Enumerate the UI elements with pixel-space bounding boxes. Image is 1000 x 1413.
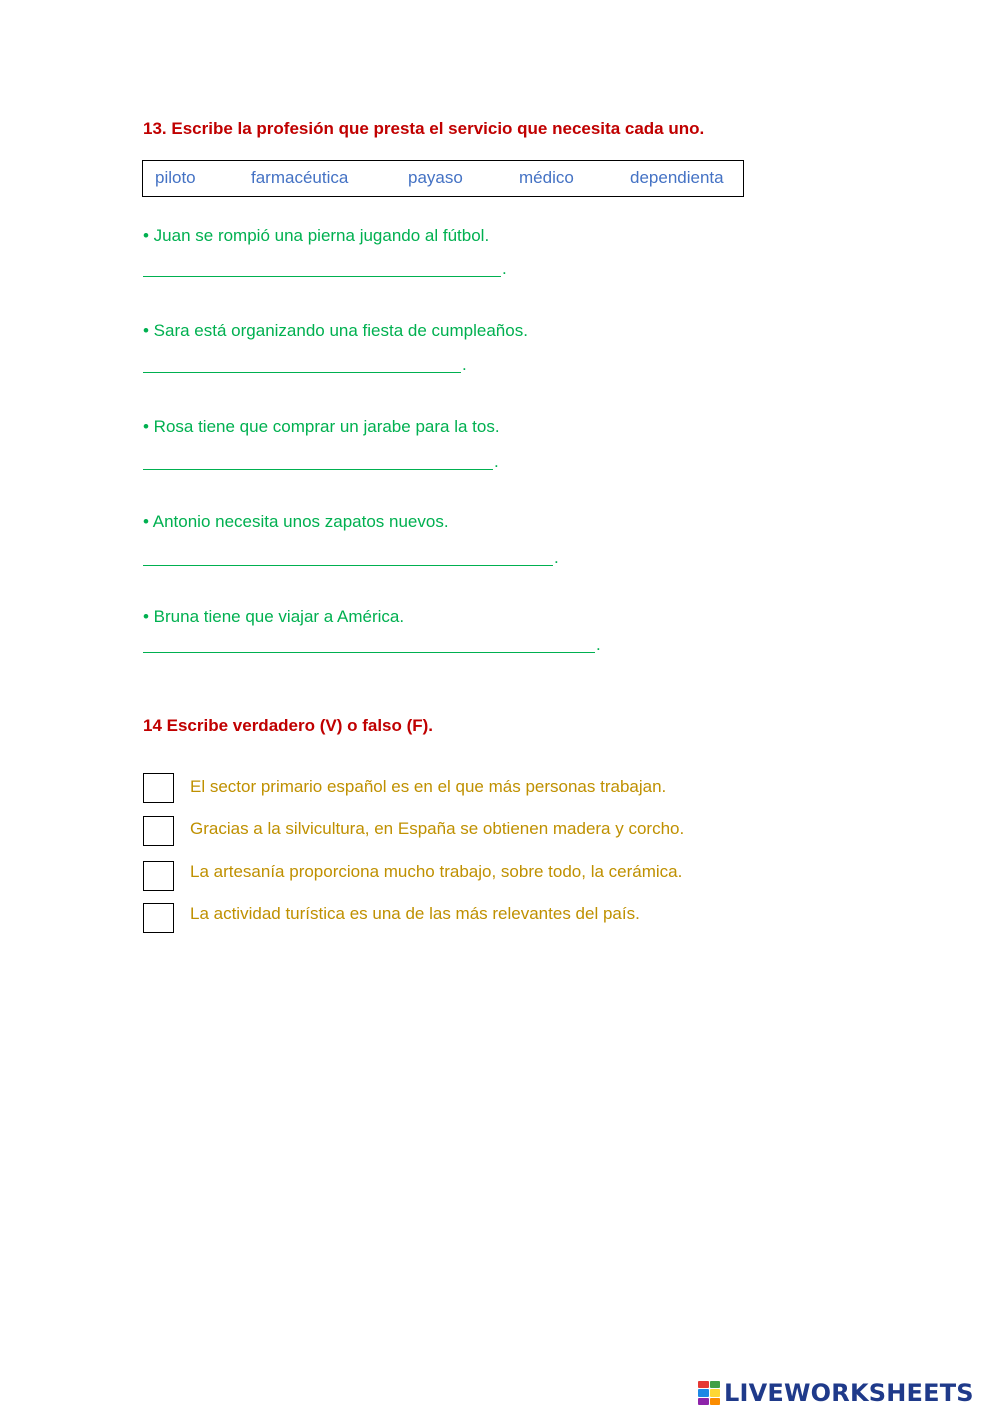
word-bank-item-medico: médico	[519, 168, 574, 187]
answer-period-1: .	[502, 259, 507, 278]
logo-text: LIVEWORKSHEETS	[724, 1379, 974, 1407]
exercise-13-title: 13. Escribe la profesión que presta el servicio que necesita cada uno.	[143, 119, 705, 138]
exercise-14-title: 14 Escribe verdadero (V) o falso (F).	[143, 716, 434, 735]
sentence-2: • Sara está organizando una fiesta de cumpleaños.	[143, 321, 528, 340]
logo-tile-1	[698, 1381, 709, 1388]
logo-tile-3	[698, 1389, 709, 1396]
answer-input-5[interactable]	[143, 632, 595, 653]
word-bank-item-farmaceutica: farmacéutica	[251, 168, 349, 187]
true-false-box-3[interactable]	[143, 861, 174, 891]
answer-period-5: .	[596, 635, 601, 654]
liveworksheets-logo	[698, 1378, 974, 1408]
word-bank-item-dependienta: dependienta	[630, 168, 724, 187]
true-false-box-4[interactable]	[143, 903, 174, 933]
statement-3: La artesanía proporciona mucho trabajo, sobre todo, la cerámica.	[190, 862, 683, 881]
statement-1: El sector primario español es en el que más personas trabajan.	[190, 777, 667, 796]
answer-period-3: .	[494, 452, 499, 471]
sentence-3: • Rosa tiene que comprar un jarabe para la tos.	[143, 417, 500, 436]
word-bank-item-payaso: payaso	[408, 168, 463, 187]
statement-2: Gracias a la silvicultura, en España se obtienen madera y corcho.	[190, 819, 685, 838]
answer-input-1[interactable]	[143, 256, 501, 277]
sentence-5: • Bruna tiene que viajar a América.	[143, 607, 405, 626]
word-bank	[142, 160, 744, 197]
sentence-4: • Antonio necesita unos zapatos nuevos.	[143, 512, 449, 531]
logo-tile-2	[710, 1381, 721, 1388]
answer-period-2: .	[462, 355, 467, 374]
logo-tile-4	[710, 1389, 721, 1396]
true-false-box-2[interactable]	[143, 816, 174, 846]
answer-period-4: .	[554, 548, 559, 567]
answer-input-3[interactable]	[143, 449, 493, 470]
answer-input-2[interactable]	[143, 352, 461, 373]
sentence-1: • Juan se rompió una pierna jugando al fútbol.	[143, 226, 490, 245]
logo-tile-5	[698, 1398, 709, 1405]
statement-4: La actividad turística es una de las más relevantes del país.	[190, 904, 640, 923]
logo-tile-6	[710, 1398, 721, 1405]
answer-input-4[interactable]	[143, 545, 553, 566]
liveworksheets-logo-icon	[698, 1381, 720, 1405]
true-false-box-1[interactable]	[143, 773, 174, 803]
word-bank-item-piloto: piloto	[155, 168, 196, 187]
